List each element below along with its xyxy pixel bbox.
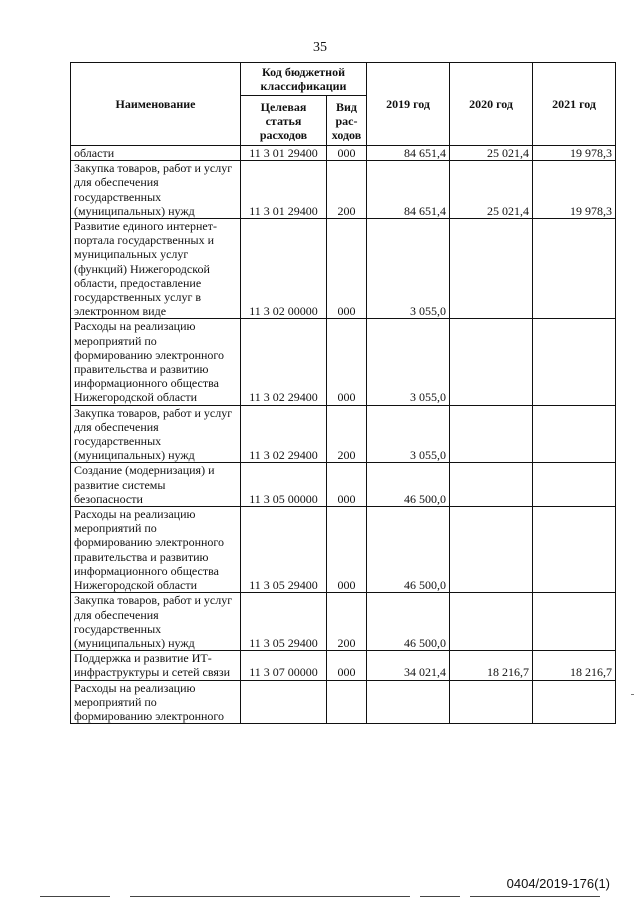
row-2019: 46 500,0 xyxy=(367,593,450,651)
row-kind: 000 xyxy=(327,507,367,593)
col-header-name: Наименование xyxy=(71,63,241,146)
row-kind: 000 xyxy=(327,651,367,680)
row-code: 11 3 05 29400 xyxy=(241,507,327,593)
document-code: 0404/2019-176(1) xyxy=(506,876,610,891)
row-2021 xyxy=(533,219,616,319)
row-2021 xyxy=(533,463,616,507)
row-2021 xyxy=(533,680,616,724)
row-2019: 3 055,0 xyxy=(367,319,450,405)
table-row xyxy=(71,146,616,161)
row-2020 xyxy=(450,507,533,593)
col-header-2020: 2020 год xyxy=(450,63,533,146)
row-kind: 200 xyxy=(327,161,367,219)
col-header-2021: 2021 год xyxy=(533,63,616,146)
row-2020: 18 216,7 xyxy=(450,651,533,680)
table-row xyxy=(71,219,616,319)
bottom-divider xyxy=(130,896,410,897)
row-code: 11 3 07 00000 xyxy=(241,651,327,680)
row-name: Расходы на реализацию мероприятий по формированию электронного xyxy=(71,680,241,724)
row-2020 xyxy=(450,680,533,724)
row-2021 xyxy=(533,593,616,651)
table-row xyxy=(71,161,616,219)
row-2019: 46 500,0 xyxy=(367,463,450,507)
bottom-divider xyxy=(420,896,460,897)
row-2021 xyxy=(533,319,616,405)
row-2019: 84 651,4 xyxy=(367,161,450,219)
row-name: Поддержка и развитие ИТ-инфраструктуры и сетей связи xyxy=(71,651,241,680)
row-code: 11 3 02 29400 xyxy=(241,319,327,405)
col-header-target: Целевая статья расходов xyxy=(241,96,327,146)
row-kind xyxy=(327,680,367,724)
budget-table xyxy=(70,62,616,724)
row-kind: 000 xyxy=(327,319,367,405)
row-code: 11 3 02 00000 xyxy=(241,219,327,319)
row-2019: 84 651,4 xyxy=(367,146,450,161)
row-code: 11 3 05 29400 xyxy=(241,593,327,651)
row-name: области xyxy=(71,146,241,161)
row-name: Закупка товаров, работ и услуг для обеспечения государственных (муниципальных) нужд xyxy=(71,405,241,463)
row-kind: 000 xyxy=(327,146,367,161)
row-code: 11 3 01 29400 xyxy=(241,146,327,161)
table-row xyxy=(71,405,616,463)
row-2020 xyxy=(450,319,533,405)
page-number: 35 xyxy=(313,40,327,55)
row-kind: 200 xyxy=(327,593,367,651)
row-2021 xyxy=(533,507,616,593)
row-2021 xyxy=(533,405,616,463)
row-2019: 3 055,0 xyxy=(367,219,450,319)
row-kind: 000 xyxy=(327,219,367,319)
row-name: Расходы на реализацию мероприятий по формированию электронного правительства и развитию информационного общества Нижегородской области xyxy=(71,319,241,405)
table-row xyxy=(71,507,616,593)
row-2019: 3 055,0 xyxy=(367,405,450,463)
table-row xyxy=(71,463,616,507)
row-2020 xyxy=(450,405,533,463)
row-2021: 19 978,3 xyxy=(533,161,616,219)
row-name: Закупка товаров, работ и услуг для обеспечения государственных (муниципальных) нужд xyxy=(71,161,241,219)
table-row xyxy=(71,651,616,680)
header-row xyxy=(71,63,616,96)
row-kind: 200 xyxy=(327,405,367,463)
row-name: Закупка товаров, работ и услуг для обеспечения государственных (муниципальных) нужд xyxy=(71,593,241,651)
row-2021: 19 978,3 xyxy=(533,146,616,161)
row-code xyxy=(241,680,327,724)
col-header-classification: Код бюджетной классификации xyxy=(241,63,367,96)
row-name: Создание (модернизация) и развитие системы безопасности xyxy=(71,463,241,507)
row-name: Расходы на реализацию мероприятий по формированию электронного правительства и развитию информационного общества Нижегородской области xyxy=(71,507,241,593)
table-row xyxy=(71,680,616,724)
row-2019: 46 500,0 xyxy=(367,507,450,593)
bottom-divider xyxy=(470,896,600,897)
row-2020: 25 021,4 xyxy=(450,161,533,219)
col-header-2019: 2019 год xyxy=(367,63,450,146)
row-code: 11 3 01 29400 xyxy=(241,161,327,219)
bottom-divider xyxy=(40,896,110,897)
row-2020 xyxy=(450,593,533,651)
col-header-kind: Вид рас-ходов xyxy=(327,96,367,146)
row-2020: 25 021,4 xyxy=(450,146,533,161)
table-row xyxy=(71,319,616,405)
table-row xyxy=(71,593,616,651)
scan-mark xyxy=(631,694,634,695)
row-name: Развитие единого интернет-портала государственных и муниципальных услуг (функций) Нижегородской области, предоставление государственных услуг в электронном виде xyxy=(71,219,241,319)
row-2020 xyxy=(450,463,533,507)
row-2020 xyxy=(450,219,533,319)
row-2021: 18 216,7 xyxy=(533,651,616,680)
row-2019 xyxy=(367,680,450,724)
row-code: 11 3 02 29400 xyxy=(241,405,327,463)
row-kind: 000 xyxy=(327,463,367,507)
row-2019: 34 021,4 xyxy=(367,651,450,680)
row-code: 11 3 05 00000 xyxy=(241,463,327,507)
